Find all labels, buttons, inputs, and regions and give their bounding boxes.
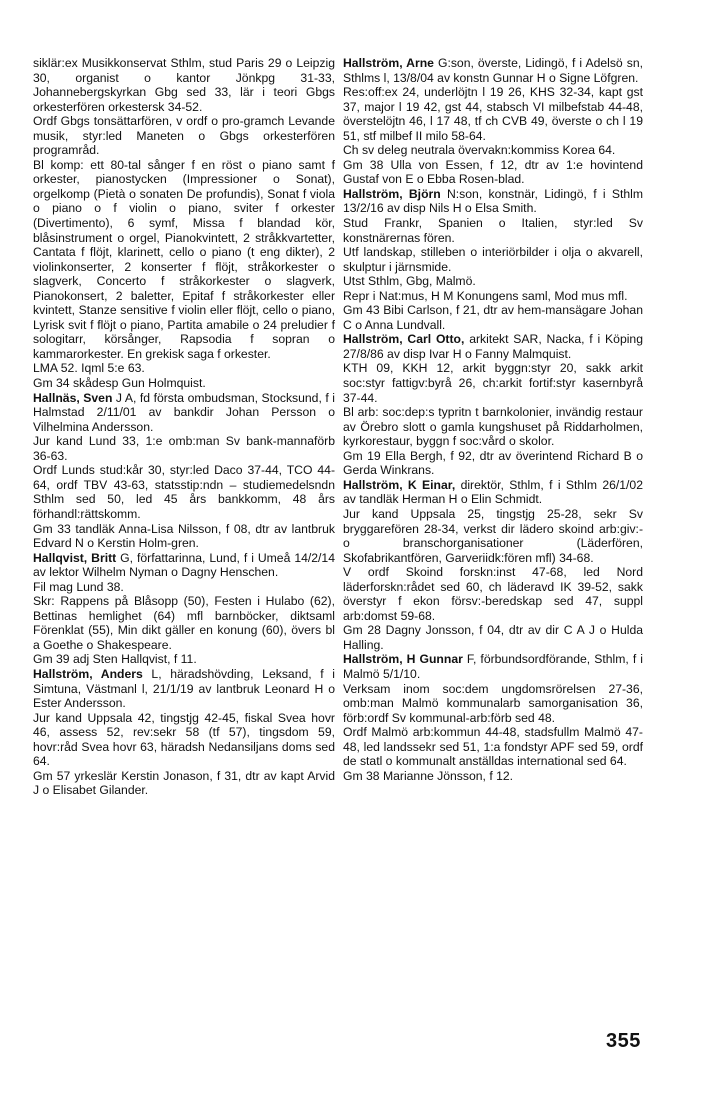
paragraph: Stud Frankr, Spanien o Italien, styr:led Sv konstnärernas fören. (343, 216, 643, 245)
biography-entry: Hallqvist, Britt G, författarinna, Lund, f i Umeå 14/2/14 av lektor Wilhelm Nyman o Dagny Henschen. (33, 550, 335, 580)
paragraph: Gm 33 tandläk Anna-Lisa Nilsson, f 08, dtr av lantbruk Edvard N o Kerstin Holm-gren. (33, 521, 335, 551)
paragraph: Jur kand Uppsala 42, tingstjg 42-45, fiskal Svea hovr 46, assess 52, rev:sekr 58 (tf 57), tingsdom 59, hovr:råd Svea hovr 63, häradsh Nedansiljans doms sed 64. (33, 710, 335, 769)
entry-name: Hallström, Arne (343, 56, 434, 70)
paragraph: Gm 28 Dagny Jonsson, f 04, dtr av dir C A J o Hulda Halling. (343, 623, 643, 652)
paragraph: Utf landskap, stilleben o interiörbilder i olja o akvarell, skulptur i järnsmide. (343, 245, 643, 274)
biography-entry: Hallström, Carl Otto, arkitekt SAR, Nacka, f i Köping 27/8/86 av disp Ivar H o Fanny Malmquist. (343, 332, 643, 361)
paragraph: Ordf Lunds stud:kår 30, styr:led Daco 37-44, TCO 44-64, ordf TBV 43-63, statsstip:ndn – studiemedelsndn Sthlm sed 50, led 45 års bankkomm, 48 års förhandl:rättskomm. (33, 463, 335, 521)
paragraph: V ordf Skoind forskn:inst 47-68, led Nord läderforskn:rådet sed 60, ch läderavd IK 39-52, sakk överstyr f ekon försv:-beredskap sed 47, suppl arb:domst 59-68. (343, 565, 643, 623)
entry-name: Hallqvist, Britt (33, 550, 117, 565)
paragraph: Gm 39 adj Sten Hallqvist, f 11. (33, 652, 197, 667)
paragraph: Fil mag Lund 38. (33, 579, 124, 594)
paragraph: Utst Sthlm, Gbg, Malmö. (343, 274, 476, 289)
entry-name: Hallström, Anders (33, 666, 143, 681)
paragraph: Res:off:ex 24, underlöjtn l 19 26, KHS 32-34, kapt gst 37, major l 19 42, gst 44, stabsch VI milbefstab 44-48, överstelöjtn 46, l 17 48, tf ch CVB 49, överste o ch l 19 51, stf milbef II milo 58-64. (343, 85, 643, 143)
biography-entry: Hallström, Anders L, häradshövding, Leksand, f i Simtuna, Västmanl l, 21/1/19 av lantbruk Leonard H o Ester Andersson. (33, 666, 336, 711)
paragraph: Gm 34 skådesp Gun Holmquist. (33, 376, 206, 391)
paragraph: Gm 57 yrkeslär Kerstin Jonason, f 31, dtr av kapt Arvid J o Elisabet Gilander. (33, 768, 335, 798)
paragraph: Jur kand Uppsala 25, tingstjg 25-28, sekr Sv bryggarefören 28-34, verkst dir lädero skoind arb:giv:- o branschorganisationer (Läderfören, Skofabrikantfören, Garveriidk:fören mfl) 34-68. (343, 506, 643, 565)
paragraph: Bl arb: soc:dep:s typritn t barnkolonier, invändig restaur av Örebro slott o gamla kungshuset på Riddarholmen, kyrkorestaur, byggn f soc:vård o skolor. (343, 405, 643, 449)
paragraph: Repr i Nat:mus, H M Konungens saml, Mod mus mfl. (343, 288, 628, 303)
entry-name: Hallström, H Gunnar (343, 652, 463, 667)
biography-entry: Hallström, K Einar, direktör, Sthlm, f i Sthlm 26/1/02 av tandläk Herman H o Elin Schmidt. (343, 477, 643, 507)
paragraph: Gm 38 Marianne Jönsson, f 12. (343, 768, 514, 783)
paragraph: LMA 52. Iqml 5:e 63. (33, 361, 145, 376)
right-column (343, 56, 643, 783)
entry-name: Hallström, K Einar, (343, 477, 456, 492)
paragraph: Ordf Malmö arb:kommun 44-48, stadsfullm Malmö 47-48, led landssekr sed 51, 1:a fondstyr APF sed 59, ordf de statl o kommunalt anställdas international sed 64. (343, 725, 643, 769)
paragraph: Gm 38 Ulla von Essen, f 12, dtr av 1:e hovintend Gustaf von E o Ebba Rosen-blad. (343, 157, 643, 187)
biography-entry: Hallström, Arne G:son, överste, Lidingö, f i Adelsö sn, Sthlms l, 13/8/04 av konstn Gunnar H o Signe Löfgren. (343, 56, 643, 85)
page-number: 355 (606, 1030, 641, 1052)
paragraph: Verksam inom soc:dem ungdomsrörelsen 27-36, omb:man Malmö kommunalarb samorganisation 36, förb:ordf Sv kommunal-arb:förb sed 48. (343, 681, 643, 725)
paragraph: Jur kand Lund 33, 1:e omb:man Sv bank-mannaförb 36-63. (33, 434, 335, 463)
biography-entry: Hallström, Björn N:son, konstnär, Lidingö, f i Sthlm 13/2/16 av disp Nils H o Elsa Smith. (343, 186, 643, 216)
paragraph: Gm 19 Ella Bergh, f 92, dtr av överintend Richard B o Gerda Winkrans. (343, 448, 643, 478)
paragraph: Bl komp: ett 80-tal sånger f en röst o piano samt f orkester, pianostycken (Impressioner o Sonat), orgelkomp (Pietà o sonaten De profundis), Sonat f viola o piano o f violin o piano, sviter f orkester (Divertimento), 6 symf, Missa f blandad kör, blåsinstrument o orgel, Pianokvintett, 2 stråkkvartetter, Cantata f flöjt, klarinett, cello o piano (t eng dikter), 2 violinkonserter, 2 konserter f flöjt, stråkorkester o slagverk, Concerto f stråkorkester o slagverk, Pianokonsert, 2 baletter, Epitaf f stråkorkester eller kvintett, Stanze sensitive f violin eller flöjt, cello o piano, Lyrisk svit f flöjt o piano, Partita amabile o 24 preludier f sologitarr, körsånger, Rapsodia f sopran o kammarorkester. En grekisk saga f orkester. (33, 157, 335, 361)
paragraph: Ch sv deleg neutrala övervakn:kommiss Korea 64. (343, 143, 616, 158)
biography-entry: Hallnäs, Sven J A, fd första ombudsman, Stocksund, f i Halmstad 2/11/01 av bankdir Johan Persson o Vilhelmina Andersson. (33, 390, 335, 434)
paragraph: Gm 43 Bibi Carlson, f 21, dtr av hem-mansägare Johan C o Anna Lundvall. (343, 303, 643, 332)
paragraph: KTH 09, KKH 12, arkit byggn:styr 20, sakk arkit soc:styr fattigv:byrå 26, ch:arkit fortif:styr kasernbyrå 37-44. (343, 361, 643, 405)
paragraph: Skr: Rappens på Blåsopp (50), Festen i Hulabo (62), Bettinas hemlighet (64) mfl barnböcker, diktsaml Förenklat (55), Min dikt gäller en konung (60), övers bl a Goethe o Shakespeare. (33, 594, 335, 652)
biography-entry: Hallström, H Gunnar F, förbundsordförande, Sthlm, f i Malmö 5/1/10. (343, 652, 643, 681)
entry-name: Hallström, Carl Otto, (343, 332, 465, 347)
entry-name: Hallnäs, Sven (33, 390, 113, 405)
left-column (33, 56, 335, 798)
paragraph: Ordf Gbgs tonsättarfören, v ordf o pro-gramch Levande musik, styr:led Maneten o Gbgs orkesterfören programråd. (33, 114, 335, 158)
paragraph: siklär:ex Musikkonservat Sthlm, stud Paris 29 o Leipzig 30, organist o kantor Jönkpg 31-33, Johannebergskyrkan Gbg sed 33, lär i teori Gbgs orkesterfören orkestersk 34-52. (33, 56, 335, 114)
entry-name: Hallström, Björn (343, 186, 441, 201)
